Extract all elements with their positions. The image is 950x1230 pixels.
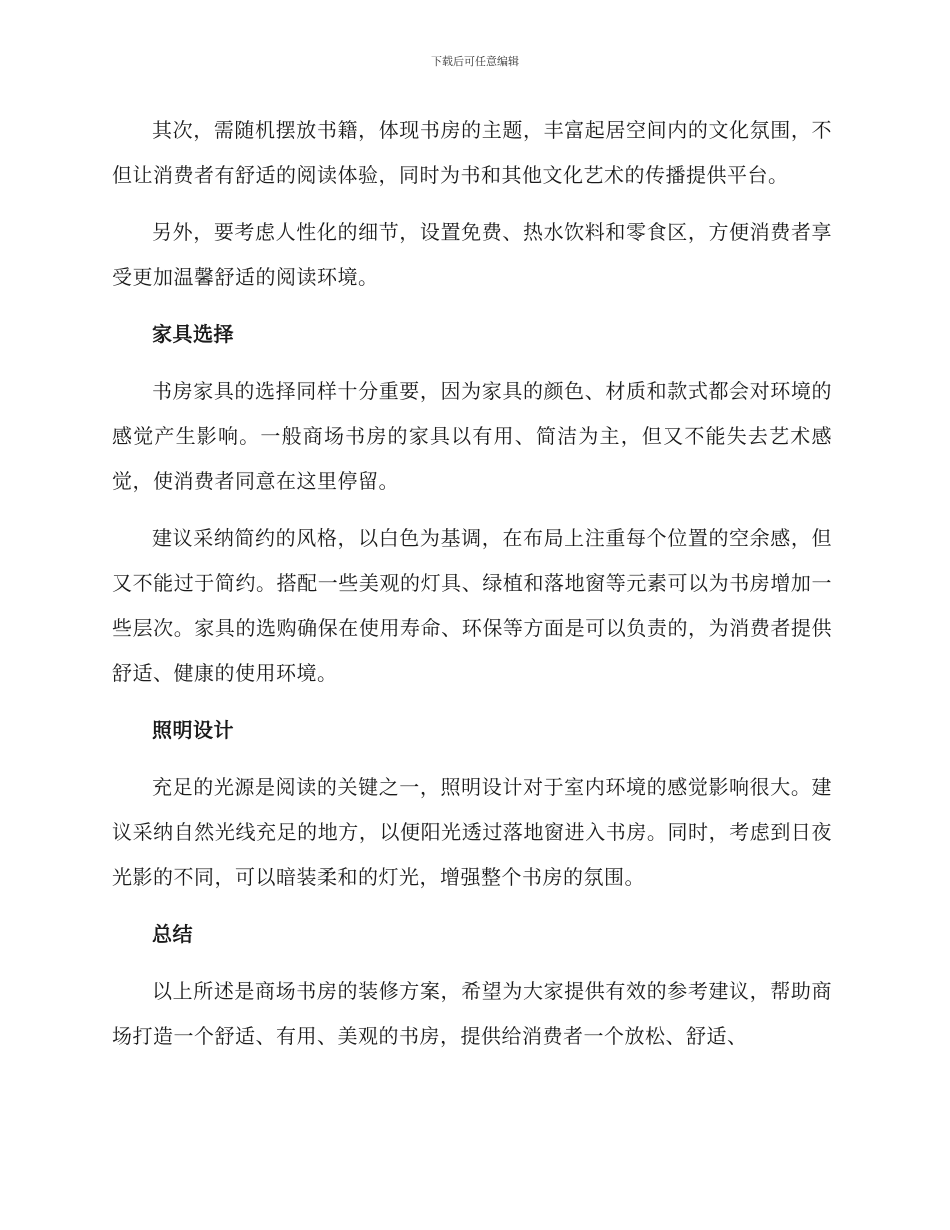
paragraph: 其次，需随机摆放书籍，体现书房的主题，丰富起居空间内的文化氛围，不但让消费者有舒适的阅读体验，同时为书和其他文化艺术的传播提供平台。 bbox=[112, 118, 832, 187]
document-body bbox=[112, 108, 832, 1071]
section-heading: 家具选择 bbox=[152, 322, 234, 346]
paragraph: 书房家具的选择同样十分重要，因为家具的颜色、材质和款式都会对环境的感觉产生影响。一般商场书房的家具以有用、简洁为主，但又不能失去艺术感觉，使消费者同意在这里停留。 bbox=[112, 379, 832, 493]
paragraph: 以上所述是商场书房的装修方案，希望为大家提供有效的参考建议，帮助商场打造一个舒适、有用、美观的书房，提供给消费者一个放松、舒适、 bbox=[112, 979, 832, 1048]
section-heading: 照明设计 bbox=[152, 718, 234, 742]
paragraph: 另外，要考虑人性化的细节，设置免费、热水饮料和零食区，方便消费者享受更加温馨舒适的阅读环境。 bbox=[112, 220, 832, 289]
paragraph: 建议采纳简约的风格，以白色为基调，在布局上注重每个位置的空余感，但又不能过于简约。搭配一些美观的灯具、绿植和落地窗等元素可以为书房增加一些层次。家具的选购确保在使用寿命、环保等方面是可以负责的，为消费者提供舒适、健康的使用环境。 bbox=[112, 526, 832, 685]
paragraph: 充足的光源是阅读的关键之一，照明设计对于室内环境的感觉影响很大。建议采纳自然光线充足的地方，以便阳光透过落地窗进入书房。同时，考虑到日夜光影的不同，可以暗装柔和的灯光，增强整个书房的氛围。 bbox=[112, 775, 832, 889]
page-header: 下载后可任意编辑 bbox=[431, 55, 519, 68]
section-heading: 总结 bbox=[152, 922, 193, 946]
